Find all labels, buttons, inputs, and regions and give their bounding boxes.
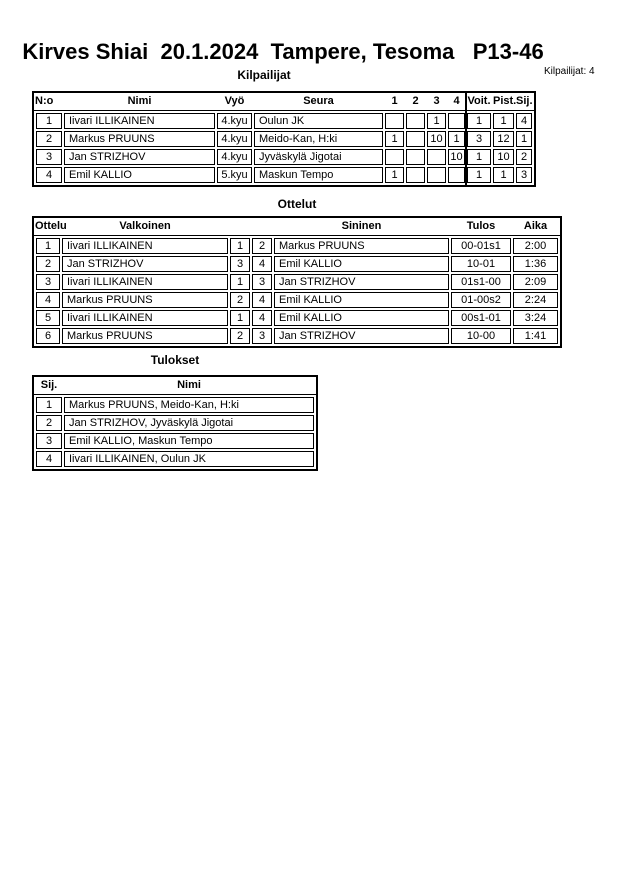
header-divider: [34, 235, 560, 236]
blue-player-number: 3: [252, 328, 272, 344]
competitors-count-label: Kilpailijat: 4: [544, 66, 595, 77]
white-player-number: 1: [230, 274, 250, 290]
match-time: 2:24: [513, 292, 558, 308]
round-2-score: [406, 149, 425, 165]
round-1-score: [385, 113, 404, 129]
blue-player-name: Jan STRIZHOV: [274, 274, 449, 290]
header-divider: [34, 110, 534, 111]
match-result: 00-01s1: [451, 238, 511, 254]
blue-player-number: 2: [252, 238, 272, 254]
col-header-name: Nimi: [127, 95, 152, 107]
round-2-score: [406, 167, 425, 183]
competitor-points: 1: [493, 113, 514, 129]
result-name: Jan STRIZHOV, Jyväskylä Jigotai: [64, 415, 314, 431]
col-header-belt: Vyö: [224, 95, 245, 107]
results-caption: Tulokset: [150, 353, 200, 367]
col-header-club: Seura: [303, 95, 334, 107]
competitors-caption: Kilpailijat: [237, 68, 291, 82]
competitor-place: 4: [516, 113, 532, 129]
match-number: 1: [36, 238, 60, 254]
result-name: Iivari ILLIKAINEN, Oulun JK: [64, 451, 314, 467]
competitor-belt: 4.kyu: [217, 131, 252, 147]
competitor-club: Maskun Tempo: [254, 167, 383, 183]
competitor-wins: 1: [467, 149, 491, 165]
round-3-score: [427, 149, 446, 165]
totals-group-divider: [465, 93, 467, 185]
blue-player-number: 4: [252, 292, 272, 308]
competitor-name: Jan STRIZHOV: [64, 149, 215, 165]
col-header-round-1: 1: [391, 95, 398, 107]
round-1-score: 1: [385, 131, 404, 147]
competitor-belt: 5.kyu: [217, 167, 252, 183]
competitor-wins: 1: [467, 113, 491, 129]
blue-player-number: 4: [252, 310, 272, 326]
col-header-round-3: 3: [433, 95, 440, 107]
header-divider: [34, 394, 316, 395]
white-player-name: Markus PRUUNS: [62, 328, 228, 344]
matches-table: [32, 216, 562, 348]
result-name: Emil KALLIO, Maskun Tempo: [64, 433, 314, 449]
competitor-name: Iivari ILLIKAINEN: [64, 113, 215, 129]
match-time: 2:00: [513, 238, 558, 254]
round-1-score: 1: [385, 167, 404, 183]
match-time: 1:41: [513, 328, 558, 344]
col-header-no: N:o: [35, 95, 54, 107]
result-place: 2: [36, 415, 62, 431]
blue-player-name: Emil KALLIO: [274, 256, 449, 272]
round-3-score: [427, 167, 446, 183]
competitor-club: Jyväskylä Jigotai: [254, 149, 383, 165]
white-player-name: Iivari ILLIKAINEN: [62, 310, 228, 326]
white-player-name: Jan STRIZHOV: [62, 256, 228, 272]
match-result: 01s1-00: [451, 274, 511, 290]
match-time: 1:36: [513, 256, 558, 272]
match-time: 2:09: [513, 274, 558, 290]
col-header-result: Tulos: [466, 220, 496, 232]
col-header-round-2: 2: [412, 95, 419, 107]
competitor-belt: 4.kyu: [217, 149, 252, 165]
competitor-place: 2: [516, 149, 532, 165]
match-number: 2: [36, 256, 60, 272]
result-place: 1: [36, 397, 62, 413]
col-header-white: Valkoinen: [119, 220, 171, 232]
match-number: 6: [36, 328, 60, 344]
competitor-club: Oulun JK: [254, 113, 383, 129]
result-place: 4: [36, 451, 62, 467]
competitor-number: 3: [36, 149, 62, 165]
white-player-name: Iivari ILLIKAINEN: [62, 238, 228, 254]
blue-player-name: Emil KALLIO: [274, 292, 449, 308]
col-header-points: Pist.: [493, 95, 517, 107]
round-2-score: [406, 113, 425, 129]
round-4-score: 10: [448, 149, 465, 165]
col-header-blue-number: [252, 220, 272, 233]
blue-player-name: Emil KALLIO: [274, 310, 449, 326]
round-3-score: 10: [427, 131, 446, 147]
white-player-name: Markus PRUUNS: [62, 292, 228, 308]
white-player-name: Iivari ILLIKAINEN: [62, 274, 228, 290]
competitor-points: 12: [493, 131, 514, 147]
col-header-blue: Sininen: [341, 220, 382, 232]
competitor-place: 1: [516, 131, 532, 147]
competitor-wins: 1: [467, 167, 491, 183]
competitor-number: 4: [36, 167, 62, 183]
competitor-name: Emil KALLIO: [64, 167, 215, 183]
competitor-wins: 3: [467, 131, 491, 147]
white-player-number: 1: [230, 310, 250, 326]
col-header-white-number: [230, 220, 250, 233]
matches-caption: Ottelut: [277, 197, 317, 211]
col-header-round-4: 4: [453, 95, 460, 107]
white-player-number: 2: [230, 292, 250, 308]
col-header-place: Sij.: [40, 379, 58, 391]
competitor-belt: 4.kyu: [217, 113, 252, 129]
competitor-points: 10: [493, 149, 514, 165]
match-number: 3: [36, 274, 60, 290]
col-header-match: Ottelu: [35, 220, 67, 232]
competitor-number: 2: [36, 131, 62, 147]
match-result: 00s1-01: [451, 310, 511, 326]
result-name: Markus PRUUNS, Meido-Kan, H:ki: [64, 397, 314, 413]
round-4-score: 1: [448, 131, 465, 147]
competitor-points: 1: [493, 167, 514, 183]
col-header-time: Aika: [523, 220, 548, 232]
competitor-name: Markus PRUUNS: [64, 131, 215, 147]
col-header-wins: Voit.: [467, 95, 491, 107]
col-header-place: Sij.: [516, 95, 533, 107]
white-player-number: 2: [230, 328, 250, 344]
results-table: [32, 375, 318, 471]
competitors-table: [32, 91, 536, 187]
match-result: 10-00: [451, 328, 511, 344]
round-3-score: 1: [427, 113, 446, 129]
blue-player-number: 4: [252, 256, 272, 272]
match-result: 01-00s2: [451, 292, 511, 308]
round-2-score: [406, 131, 425, 147]
match-number: 5: [36, 310, 60, 326]
competitor-number: 1: [36, 113, 62, 129]
result-place: 3: [36, 433, 62, 449]
competitor-place: 3: [516, 167, 532, 183]
blue-player-name: Jan STRIZHOV: [274, 328, 449, 344]
match-time: 3:24: [513, 310, 558, 326]
white-player-number: 1: [230, 238, 250, 254]
white-player-number: 3: [230, 256, 250, 272]
match-result: 10-01: [451, 256, 511, 272]
round-1-score: [385, 149, 404, 165]
blue-player-name: Markus PRUUNS: [274, 238, 449, 254]
page-title: Kirves Shiai 20.1.2024 Tampere, Tesoma P13-46: [22, 39, 544, 64]
round-4-score: [448, 167, 465, 183]
round-4-score: [448, 113, 465, 129]
match-number: 4: [36, 292, 60, 308]
blue-player-number: 3: [252, 274, 272, 290]
competitor-club: Meido-Kan, H:ki: [254, 131, 383, 147]
col-header-name: Nimi: [177, 379, 201, 391]
